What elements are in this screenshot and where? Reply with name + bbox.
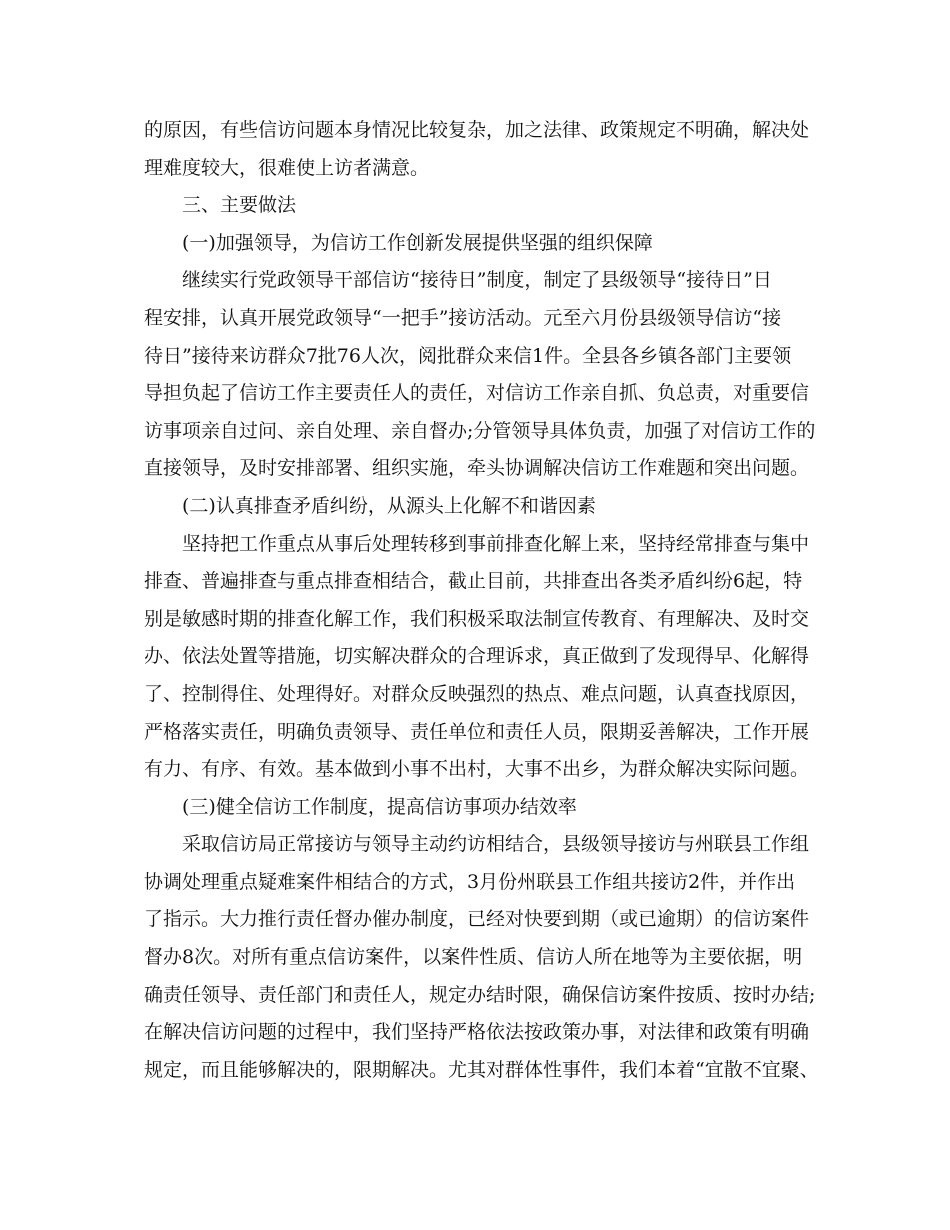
text-line-17: 严格落实责任，明确负责领导、责任单位和责任人员，限期妥善解决，工作开展 bbox=[144, 720, 810, 743]
text-line-12: 坚持把工作重点从事后处理转移到事前排查化解上来，坚持经常排查与集中 bbox=[182, 532, 810, 555]
text-line-6: 程安排，认真开展党政领导“一把手”接访活动。元至六月份县级领导信访“接 bbox=[144, 306, 782, 329]
text-line-2: 理难度较大，很难使上访者满意。 bbox=[144, 156, 430, 179]
text-line-13: 排查、普遍排查与重点排查相结合，截止目前，共排查出各类矛盾纠纷6起，特 bbox=[144, 570, 803, 593]
text-line-1: 的原因，有些信访问题本身情况比较复杂，加之法律、政策规定不明确，解决处 bbox=[144, 119, 810, 141]
text-line-7: 待日”接待来访群众7批76人次，阅批群众来信1件。全县各乡镇各部门主要领 bbox=[144, 344, 792, 367]
text-line-20: 采取信访局正常接访与领导主动约访相结合，县级领导接访与州联县工作组 bbox=[182, 833, 810, 856]
text-line-9: 访事项亲自过问、亲自处理、亲自督办;分管领导具体负责，加强了对信访工作的 bbox=[144, 419, 816, 442]
text-line-24: 确责任领导、责任部门和责任人，规定办结时限，确保信访案件按质、按时办结; bbox=[144, 983, 816, 1006]
text-line-26: 规定，而且能够解决的，限期解决。尤其对群体性事件，我们本着“宜散不宜聚、 bbox=[144, 1058, 819, 1081]
text-line-22: 了指示。大力推行责任督办催办制度，已经对快要到期（或已逾期）的信访案件 bbox=[144, 908, 810, 931]
text-line-10: 直接领导，及时安排部署、组织实施，牵头协调解决信访工作难题和突出问题。 bbox=[144, 457, 810, 480]
subsection-heading-1: (一)加强领导，为信访工作创新发展提供坚强的组织保障 bbox=[182, 231, 653, 254]
subsection-heading-2: (二)认真排查矛盾纠纷，从源头上化解不和谐因素 bbox=[182, 494, 596, 517]
text-line-18: 有力、有序、有效。基本做到小事不出村，大事不出乡，为群众解决实际问题。 bbox=[144, 758, 810, 781]
text-line-25: 在解决信访问题的过程中，我们坚持严格依法按政策办事，对法律和政策有明确 bbox=[144, 1021, 810, 1044]
subsection-heading-3: (三)健全信访工作制度，提高信访事项办结效率 bbox=[182, 795, 577, 818]
text-line-15: 办、依法处置等措施，切实解决群众的合理诉求，真正做到了发现得早、化解得 bbox=[144, 645, 810, 668]
text-line-23: 督办8次。对所有重点信访案件，以案件性质、信访人所在地等为主要依据，明 bbox=[144, 946, 803, 969]
text-line-21: 协调处理重点疑难案件相结合的方式，3月份州联县工作组共接访2件，并作出 bbox=[144, 870, 796, 893]
text-line-8: 导担负起了信访工作主要责任人的责任，对信访工作亲自抓、负总责，对重要信 bbox=[144, 382, 810, 405]
text-line-5: 继续实行党政领导干部信访“接待日”制度，制定了县级领导“接待日”日 bbox=[182, 269, 772, 292]
section-heading: 三、主要做法 bbox=[182, 194, 297, 217]
text-line-14: 别是敏感时期的排查化解工作，我们积极采取法制宣传教育、有理解决、及时交 bbox=[144, 607, 810, 630]
document-body bbox=[144, 112, 824, 1089]
text-line-16: 了、控制得住、处理得好。对群众反映强烈的热点、难点问题，认真查找原因， bbox=[144, 682, 810, 705]
